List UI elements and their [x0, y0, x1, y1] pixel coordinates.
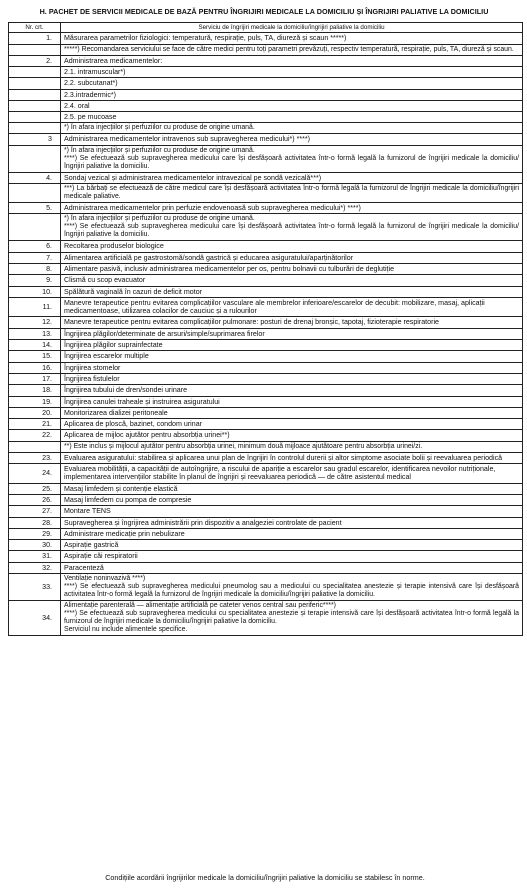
table-row [9, 44, 523, 55]
row-number: 26. [9, 494, 61, 505]
row-service-text: Alimentare pasivă, inclusiv administrarea medicamentelor per os, pentru bolnavii cu tulburări de deglutiție [61, 263, 523, 274]
table-row [9, 112, 523, 123]
document-title: H. PACHET DE SERVICII MEDICALE DE BAZĂ PENTRU ÎNGRIJIRI MEDICALE LA DOMICILIU ȘI ÎNGRIJIRI PALIATIVE LA DOMICILIU [39, 7, 489, 16]
table-row [9, 540, 523, 551]
row-service-text: 2.5. pe mucoase [61, 112, 523, 123]
row-service-text: Ventilație noninvazivă ****) ****) Se efectuează sub supravegherea medicului pneumolog sau a medicului cu specialitatea anestezie și terapie intensivă care își desfășoară activitatea într-o formă legală la furnizorul de îngrijiri medicale la domiciliu/îngrijiri paliative la domiciliu. [61, 573, 523, 600]
table-row [9, 78, 523, 89]
table-row [9, 452, 523, 463]
row-service-text: Monitorizarea dializei peritoneale [61, 407, 523, 418]
services-table-container [8, 22, 522, 636]
row-number: 31. [9, 551, 61, 562]
row-number: 19. [9, 396, 61, 407]
row-number: 13. [9, 328, 61, 339]
row-number [9, 89, 61, 100]
table-row [9, 67, 523, 78]
row-service-text: *) În afara injecțiilor și perfuziilor cu produse de origine umană. ****) Se efectuează sub supravegherea medicului care își desfășoară activitatea într-o formă legală la furnizorul de îngrijiri medicale la domiciliu/îngrijiri paliative la domiciliu. [61, 145, 523, 172]
row-number: 17. [9, 373, 61, 384]
row-service-text: 2.2. subcutanat*) [61, 78, 523, 89]
row-service-text: Spălătură vaginală în cazuri de deficit motor [61, 286, 523, 297]
row-service-text: *) În afara injecțiilor și perfuziilor cu produse de origine umană. [61, 123, 523, 134]
row-number: 30. [9, 540, 61, 551]
services-table [8, 22, 523, 636]
table-row [9, 241, 523, 252]
row-service-text: Recoltarea produselor biologice [61, 241, 523, 252]
table-row [9, 373, 523, 384]
table-row [9, 297, 523, 317]
row-number: 34. [9, 600, 61, 635]
row-service-text: 2.1. intramuscular*) [61, 67, 523, 78]
row-service-text: Administrarea medicamentelor prin perfuzie endovenoasă sub supravegherea medicului*) ****) [61, 203, 523, 214]
row-service-text: Masaj limfedem și contenție elastică [61, 483, 523, 494]
row-number: 21. [9, 419, 61, 430]
table-row [9, 100, 523, 111]
table-row [9, 89, 523, 100]
row-service-text: **) Este inclus și mijlocul ajutător pentru absorbția urinei, minimum două mijloace ajutătoare pentru absorbția urinei/zi. [61, 441, 523, 452]
table-row [9, 385, 523, 396]
table-row [9, 441, 523, 452]
table-row [9, 172, 523, 183]
row-service-text: ***) La bărbați se efectuează de către medicul care își desfășoară activitatea într-o formă legală la furnizorul de îngrijiri medicale la domiciliu/îngrijiri medicale paliative. [61, 184, 523, 203]
row-number: 25. [9, 483, 61, 494]
table-row [9, 430, 523, 441]
row-number [9, 100, 61, 111]
row-number: 3 [9, 134, 61, 145]
row-number: 28. [9, 517, 61, 528]
row-number: 9. [9, 275, 61, 286]
table-row [9, 528, 523, 539]
row-service-text: Îngrijirea escarelor multiple [61, 351, 523, 362]
table-row [9, 419, 523, 430]
table-row [9, 33, 523, 44]
row-number: 20. [9, 407, 61, 418]
row-number: 16. [9, 362, 61, 373]
row-number [9, 123, 61, 134]
row-number: 7. [9, 252, 61, 263]
row-number: 14. [9, 340, 61, 351]
row-service-text: *****) Recomandarea serviciului se face de către medici pentru toți parametri prevăzuți, respectiv temperatură, respirație, puls, TA, diureză și scaun. [61, 44, 523, 55]
row-service-text: Aspirație gastrică [61, 540, 523, 551]
row-number [9, 112, 61, 123]
row-number: 1. [9, 33, 61, 44]
row-number: 18. [9, 385, 61, 396]
table-row [9, 275, 523, 286]
row-service-text: Îngrijirea plăgilor/determinate de arsuri/simple/suprimarea firelor [61, 328, 523, 339]
row-service-text: 2.4. oral [61, 100, 523, 111]
row-number: 2. [9, 55, 61, 66]
row-number: 33. [9, 573, 61, 600]
row-number: 4. [9, 172, 61, 183]
table-row [9, 494, 523, 505]
row-service-text: Alimentație parenterală — alimentație artificială pe cateter venos central sau periferic****) ****) Se efectuează sub supravegherea medicului cu specialitatea anestezie și terapie intensivă care își desfășoară activitatea într-o formă legală la furnizorul de îngrijiri medicale la domiciliu/îngrijiri paliative la domiciliu. Serviciul nu include alimentele specifice. [61, 600, 523, 635]
row-number [9, 184, 61, 203]
row-service-text: Clismă cu scop evacuator [61, 275, 523, 286]
row-service-text: *) În afara injecțiilor și perfuziilor cu produse de origine umană. ****) Se efectuează sub supravegherea medicului care își desfășoară activitatea într-o formă legală la furnizorul de îngrijiri medicale la domiciliu/îngrijiri paliative la domiciliu. [61, 214, 523, 241]
table-row [9, 517, 523, 528]
row-service-text: Aplicarea de mijloc ajutător pentru absorbția urinei**) [61, 430, 523, 441]
row-service-text: Îngrijirea plăgilor suprainfectate [61, 340, 523, 351]
row-number: 5. [9, 203, 61, 214]
row-service-text: Sondaj vezical și administrarea medicamentelor intravezical pe sondă vezicală***) [61, 172, 523, 183]
table-row [9, 263, 523, 274]
table-row [9, 123, 523, 134]
table-row [9, 396, 523, 407]
table-row [9, 214, 523, 241]
table-row [9, 328, 523, 339]
row-number: 32. [9, 562, 61, 573]
row-number: 11. [9, 297, 61, 317]
row-service-text: Manevre terapeutice pentru evitarea complicațiilor vasculare ale membrelor inferioare/escarelor de decubit: mobilizare, masaj, aplicații medicamentoase, utilizarea colacilor de cauciuc și a rulourilor [61, 297, 523, 317]
row-service-text: Îngrijirea stomelor [61, 362, 523, 373]
row-service-text: Îngrijirea fistulelor [61, 373, 523, 384]
row-number: 12. [9, 317, 61, 328]
row-service-text: 2.3.intradermic*) [61, 89, 523, 100]
row-service-text: Supravegherea și îngrijirea administrării prin dispozitiv a analgeziei controlate de pacient [61, 517, 523, 528]
table-row [9, 317, 523, 328]
table-row [9, 286, 523, 297]
row-number: 10. [9, 286, 61, 297]
table-row [9, 464, 523, 484]
row-number: 22. [9, 430, 61, 441]
table-row [9, 351, 523, 362]
footer-note: Condițiile acordării îngrijirilor medicale la domiciliu/îngrijiri paliative la domiciliu se stabilesc în norme. [105, 873, 425, 882]
row-service-text: Administrare medicație prin nebulizare [61, 528, 523, 539]
row-service-text: Măsurarea parametrilor fiziologici: temperatură, respirație, puls, TA, diureză și scaun *****) [61, 33, 523, 44]
row-service-text: Îngrijirea tubului de dren/sondei urinare [61, 385, 523, 396]
row-number: 6. [9, 241, 61, 252]
table-row [9, 55, 523, 66]
header-service: Serviciu de îngrijiri medicale la domiciliu/îngrijiri paliative la domiciliu [61, 23, 523, 33]
row-service-text: Administrarea medicamentelor intravenos sub supravegherea medicului*) ****) [61, 134, 523, 145]
row-service-text: Evaluarea asiguratului: stabilirea și aplicarea unui plan de îngrijiri în controlul durerii și altor simptome asociate bolii și reevaluarea periodică [61, 452, 523, 463]
table-row [9, 600, 523, 635]
row-service-text: Îngrijirea canulei traheale și instruirea asiguratului [61, 396, 523, 407]
table-row [9, 407, 523, 418]
table-header-row [9, 23, 523, 33]
table-row [9, 506, 523, 517]
row-number [9, 441, 61, 452]
row-number [9, 44, 61, 55]
table-row [9, 362, 523, 373]
header-number: Nr. crt. [9, 23, 61, 33]
row-number: 8. [9, 263, 61, 274]
row-number: 27. [9, 506, 61, 517]
row-service-text: Evaluarea mobilității, a capacității de autoîngrijire, a riscului de apariție a escarelor sau gradul escarelor, identificarea nevoilor nutriționale, implementarea intervențiilor stabilite în planul de îngrijiri și reevaluarea periodică — de către asistentul medical [61, 464, 523, 484]
table-row [9, 483, 523, 494]
row-number: 23. [9, 452, 61, 463]
row-number: 24. [9, 464, 61, 484]
row-number [9, 78, 61, 89]
row-service-text: Paracenteză [61, 562, 523, 573]
row-number [9, 214, 61, 241]
row-number: 15. [9, 351, 61, 362]
row-service-text: Masaj limfedem cu pompa de compresie [61, 494, 523, 505]
table-row [9, 340, 523, 351]
table-row [9, 573, 523, 600]
table-body [9, 33, 523, 636]
table-row [9, 551, 523, 562]
table-row [9, 184, 523, 203]
table-row [9, 252, 523, 263]
row-service-text: Montare TENS [61, 506, 523, 517]
row-service-text: Aplicarea de ploscă, bazinet, condom urinar [61, 419, 523, 430]
row-number [9, 67, 61, 78]
row-number: 29. [9, 528, 61, 539]
table-row [9, 203, 523, 214]
table-row [9, 562, 523, 573]
table-row [9, 134, 523, 145]
row-service-text: Alimentarea artificială pe gastrostomă/sondă gastrică și educarea asiguratului/aparținătorilor [61, 252, 523, 263]
table-row [9, 145, 523, 172]
row-service-text: Manevre terapeutice pentru evitarea complicațiilor pulmonare: posturi de drenaj bronșic, tapotaj, fizioterapie respiratorie [61, 317, 523, 328]
row-number [9, 145, 61, 172]
row-service-text: Administrarea medicamentelor: [61, 55, 523, 66]
row-service-text: Aspirație căi respiratorii [61, 551, 523, 562]
